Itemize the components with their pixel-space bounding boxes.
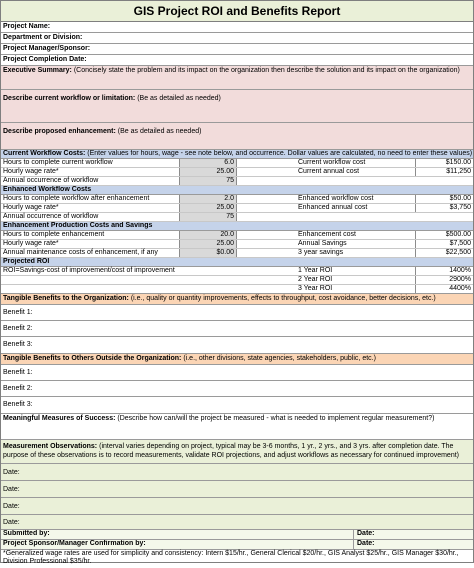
- row-label: Hours to complete enhancement: [3, 231, 105, 238]
- production-costs-header: [1, 222, 473, 231]
- value-cell[interactable]: 20.0: [179, 231, 237, 239]
- observation-date-field[interactable]: [1, 515, 473, 530]
- current-workflow-label: Describe current workflow or limitation:: [3, 95, 136, 102]
- production-costs-row: [1, 249, 473, 258]
- department-label: Department or Division:: [3, 34, 83, 41]
- benefit-label: Benefit 3:: [3, 341, 33, 348]
- row-result-label: 2 Year ROI: [298, 276, 333, 283]
- executive-summary-label: Executive Summary:: [3, 67, 72, 74]
- submitted-by-label: Submitted by:: [3, 530, 50, 537]
- value-cell[interactable]: 75: [179, 177, 237, 185]
- report-title: GIS Project ROI and Benefits Report: [1, 1, 473, 22]
- project-name-field[interactable]: [1, 22, 473, 33]
- manager-field[interactable]: [1, 44, 473, 55]
- enhanced-costs-label: Enhanced Workflow Costs: [3, 186, 92, 193]
- roi-row: [1, 267, 473, 276]
- row-label: Annual maintenance costs of enhancement, if any: [3, 249, 158, 256]
- tangible-org-hint: (i.e., quality or quantity improvements, effects to throughput, cost avoidance, better decisions, etc.): [130, 295, 436, 302]
- row-result-label: 1 Year ROI: [298, 267, 333, 274]
- result-cell: $11,250: [415, 168, 473, 176]
- row-result-label: Enhancement cost: [298, 231, 356, 238]
- measures-label: Meaningful Measures of Success:: [3, 415, 116, 422]
- benefit-label: Benefit 1:: [3, 309, 33, 316]
- project-name-label: Project Name:: [3, 23, 51, 30]
- current-costs-row: [1, 159, 473, 168]
- result-cell: $3,750: [415, 204, 473, 212]
- benefit-field[interactable]: [1, 305, 473, 321]
- value-cell[interactable]: 2.0: [179, 195, 237, 203]
- production-costs-row: [1, 240, 473, 249]
- value-cell[interactable]: 25.00: [179, 168, 237, 176]
- row-label: Hours to complete current workflow: [3, 159, 113, 166]
- tangible-org-header: [1, 294, 473, 305]
- confirmation-label: Project Sponsor/Manager Confirmation by:: [3, 540, 146, 547]
- benefit-field[interactable]: [1, 365, 473, 381]
- result-cell: $500.00: [415, 231, 473, 239]
- submitted-by-row[interactable]: [1, 530, 473, 540]
- measures-section[interactable]: [1, 414, 473, 440]
- current-costs-label: Current Workflow Costs:: [3, 150, 86, 157]
- current-costs-hint: (Enter values for hours, wage - see note below, and occurrence. Dollar values are calculated, no need to enter these values): [87, 150, 473, 157]
- executive-summary-hint: (Concisely state the problem and its impact on the organization then describe the solution and its impact on the organization): [73, 67, 460, 74]
- benefit-label: Benefit 3:: [3, 401, 33, 408]
- tangible-others-header: [1, 354, 473, 365]
- benefit-field[interactable]: [1, 381, 473, 397]
- roi-header: [1, 258, 473, 267]
- observation-date-field[interactable]: [1, 498, 473, 515]
- row-label: Hours to complete workflow after enhancement: [3, 195, 150, 202]
- current-workflow-section[interactable]: [1, 90, 473, 123]
- benefit-field[interactable]: [1, 337, 473, 354]
- manager-label: Project Manager/Sponsor:: [3, 45, 91, 52]
- roi-formula: ROI=Savings-cost of improvement/cost of improvement: [3, 267, 175, 274]
- result-cell: $22,500: [415, 249, 473, 257]
- current-costs-header: [1, 150, 473, 159]
- roi-row: [1, 285, 473, 294]
- completion-date-field[interactable]: [1, 55, 473, 66]
- benefit-label: Benefit 2:: [3, 325, 33, 332]
- date-label: Date:: [3, 486, 20, 493]
- row-result-label: Current annual cost: [298, 168, 360, 175]
- observations-hint-line2: purpose of these observations is to record measurements, validate ROI projections, and adjust workflows as necessary for continued improvement): [3, 452, 459, 459]
- value-cell[interactable]: 25.00: [179, 204, 237, 212]
- observation-date-field[interactable]: [1, 481, 473, 498]
- measures-hint: (Describe how can/will the project be measured - what is needed to implement regular measurement?): [117, 415, 435, 422]
- result-cell: 4400%: [415, 285, 473, 293]
- result-cell: $7,500: [415, 240, 473, 248]
- row-result-label: Annual Savings: [298, 240, 347, 247]
- result-cell: 2900%: [415, 276, 473, 284]
- roi-row: [1, 276, 473, 285]
- row-label: Hourly wage rate*: [3, 240, 59, 247]
- date-label: Date:: [3, 503, 20, 510]
- value-cell[interactable]: 6.0: [179, 159, 237, 167]
- date-label: Date:: [3, 519, 20, 526]
- current-costs-row: [1, 177, 473, 186]
- result-cell: 1400%: [415, 267, 473, 275]
- value-cell[interactable]: 25.00: [179, 240, 237, 248]
- production-costs-label: Enhancement Production Costs and Savings: [3, 222, 153, 229]
- result-cell: $50.00: [415, 195, 473, 203]
- benefit-label: Benefit 2:: [3, 385, 33, 392]
- row-label: Annual occurrence of workflow: [3, 213, 99, 220]
- completion-date-label: Project Completion Date:: [3, 56, 87, 63]
- row-label: Hourly wage rate*: [3, 168, 59, 175]
- row-label: Hourly wage rate*: [3, 204, 59, 211]
- observations-header: [1, 440, 473, 464]
- executive-summary-section[interactable]: [1, 66, 473, 90]
- benefit-field[interactable]: [1, 397, 473, 414]
- confirmation-row[interactable]: [1, 540, 473, 550]
- current-costs-row: [1, 168, 473, 177]
- benefit-field[interactable]: [1, 321, 473, 337]
- wage-note-line1: *Generalized wage rates are used for simplicity and consistency: Intern $15/hr., General Clerical $20/hr., GIS Analyst $25/hr., GIS Manager $30/hr.,: [3, 550, 459, 557]
- confirmation-date-label: Date:: [357, 540, 375, 547]
- current-workflow-hint: (Be as detailed as needed): [137, 95, 221, 102]
- tangible-others-hint: (i.e., other divisions, state agencies, stakeholders, public, etc.): [183, 355, 376, 362]
- row-label: Annual occurrence of workflow: [3, 177, 99, 184]
- department-field[interactable]: [1, 33, 473, 44]
- enhanced-costs-row: [1, 195, 473, 204]
- date-label: Date:: [3, 469, 20, 476]
- tangible-org-label: Tangible Benefits to the Organization:: [3, 295, 129, 302]
- result-cell: $150.00: [415, 159, 473, 167]
- enhanced-costs-row: [1, 213, 473, 222]
- tangible-others-label: Tangible Benefits to Others Outside the Organization:: [3, 355, 182, 362]
- observation-date-field[interactable]: [1, 464, 473, 481]
- proposed-enhancement-section[interactable]: [1, 123, 473, 150]
- benefit-label: Benefit 1:: [3, 369, 33, 376]
- enhanced-costs-header: [1, 186, 473, 195]
- wage-note: [1, 550, 473, 568]
- row-result-label: Enhanced workflow cost: [298, 195, 374, 202]
- enhanced-costs-row: [1, 204, 473, 213]
- wage-note-line2: Division Professional $35/hr.: [3, 558, 92, 565]
- row-result-label: Current workflow cost: [298, 159, 366, 166]
- value-cell[interactable]: 75: [179, 213, 237, 221]
- proposed-enhancement-label: Describe proposed enhancement:: [3, 128, 116, 135]
- roi-label: Projected ROI: [3, 258, 50, 265]
- observations-label: Measurement Observations:: [3, 443, 98, 450]
- row-result-label: 3 year savings: [298, 249, 344, 256]
- row-result-label: Enhanced annual cost: [298, 204, 368, 211]
- submitted-date-label: Date:: [357, 530, 375, 537]
- production-costs-row: [1, 231, 473, 240]
- proposed-enhancement-hint: (Be as detailed as needed): [117, 128, 202, 135]
- row-result-label: 3 Year ROI: [298, 285, 333, 292]
- observations-hint: (interval varies depending on project, typical may be 3-6 months, 1 yr., 2 yrs., and 3 yrs. after completion date. The: [99, 443, 454, 450]
- value-cell[interactable]: $0.00: [179, 249, 237, 257]
